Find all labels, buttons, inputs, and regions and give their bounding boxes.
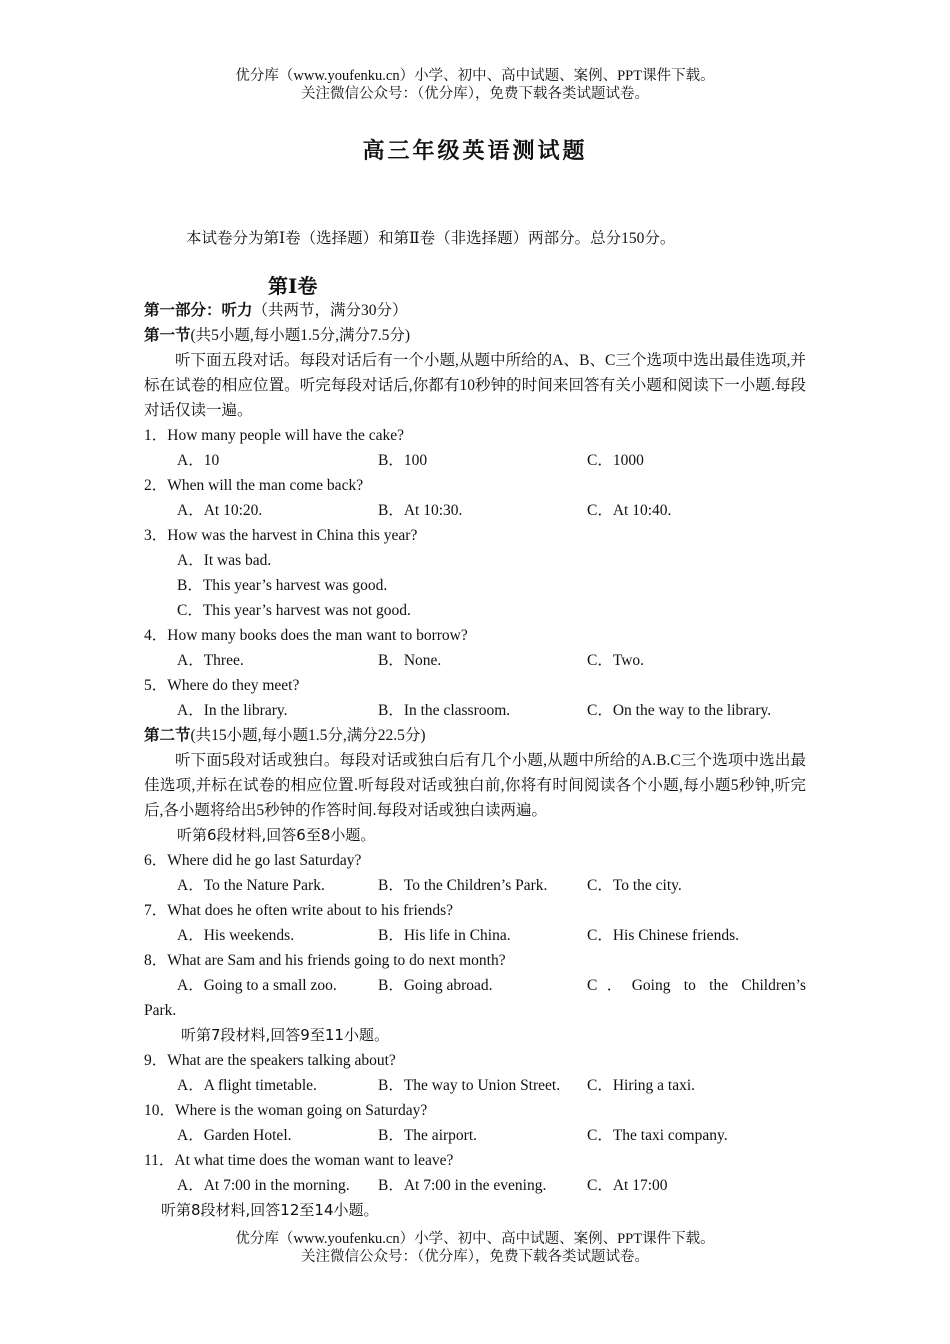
option-c: C．Hiring a taxi. [587, 1077, 696, 1094]
option-c: C．Two. [587, 652, 645, 669]
question-stem: 8．What are Sam and his friends going to do next month? [144, 952, 506, 969]
header-line-2: 关注微信公众号：（优分库），免费下载各类试题试卷。 [301, 86, 649, 102]
option-c: C．1000 [587, 452, 644, 469]
option-b-row [144, 573, 806, 598]
question-options [144, 923, 806, 948]
question-stem: 9．What are the speakers talking about? [144, 1052, 396, 1069]
question-stem: 4．How many books does the man want to borrow? [144, 627, 468, 644]
question-stem: 6．Where did he go last Saturday? [144, 852, 362, 869]
question-options [144, 498, 806, 523]
question-options [144, 1073, 806, 1098]
option-a: A．Garden Hotel. [177, 1127, 292, 1144]
page-footer [0, 1230, 950, 1266]
exam-content [144, 298, 806, 1223]
option-a: A．Three. [177, 652, 244, 669]
option-a-row [144, 548, 806, 573]
section2-heading [144, 723, 806, 748]
question-stem: 3．How was the harvest in China this year? [144, 527, 418, 544]
question-stem: 11．At what time does the woman want to leave? [144, 1152, 454, 1169]
material-8-heading: 听第8段材料,回答12至14小题。 [161, 1201, 379, 1219]
page-header [0, 67, 950, 103]
question-stem: 7．What does he often write about to his friends? [144, 902, 454, 919]
option-b: B．Going abroad. [378, 977, 493, 994]
option-a: A．A flight timetable. [177, 1077, 317, 1094]
option-b: B．The way to Union Street. [378, 1077, 561, 1094]
section1-rest: (共5小题,每小题1.5分,满分7.5分) [190, 327, 411, 344]
question-options [144, 973, 806, 998]
question-options [144, 1173, 806, 1198]
option-c: C．Going to the Children’s [587, 977, 806, 994]
option-c: C．This year’s harvest was not good. [177, 602, 411, 619]
volume-heading: 第Ⅰ卷 [268, 276, 318, 298]
option-c: C．At 17:00 [587, 1177, 668, 1194]
option-a: A．His weekends. [177, 927, 295, 944]
option-a: A．It was bad. [177, 552, 272, 569]
option-a: A．At 7:00 in the morning. [177, 1177, 350, 1194]
option-c: C．The taxi company. [587, 1127, 728, 1144]
option-b: B．To the Children’s Park. [378, 877, 548, 894]
option-b: B．His life in China. [378, 927, 511, 944]
option-c: C．His Chinese friends. [587, 927, 739, 944]
material-7-heading: 听第7段材料,回答9至11小题。 [181, 1026, 389, 1044]
footer-line-2: 关注微信公众号：（优分库），免费下载各类试题试卷。 [301, 1249, 649, 1265]
option-a: A．To the Nature Park. [177, 877, 325, 894]
page-title: 高三年级英语测试题 [362, 138, 588, 164]
question-options [144, 873, 806, 898]
part1-heading [144, 298, 806, 323]
section1-instruction: 听下面五段对话。每段对话后有一个小题,从题中所给的A、B、C三个选项中选出最佳选项,并标在试卷的相应位置。听完每段对话后,你都有10秒钟的时间来回答有关小题和阅读下一小题.每段对话仅读一遍。 [144, 352, 806, 419]
section2-bold: 第二节 [144, 727, 191, 744]
question-stem: 1．How many people will have the cake? [144, 427, 404, 444]
question-stem: 10．Where is the woman going on Saturday? [144, 1102, 428, 1119]
option-a: A．Going to a small zoo. [177, 977, 337, 994]
option-b: B．100 [378, 452, 428, 469]
option-c-continued: Park. [144, 1002, 177, 1019]
option-c: C．On the way to the library. [587, 702, 772, 719]
option-c: C．To the city. [587, 877, 682, 894]
option-b: B．None. [378, 652, 442, 669]
section2-rest: (共15小题,每小题1.5分,满分22.5分) [190, 727, 426, 744]
option-b: B．The airport. [378, 1127, 478, 1144]
question-stem: 5．Where do they meet? [144, 677, 300, 694]
question-options [144, 448, 806, 473]
intro-text: 本试卷分为第Ⅰ卷（选择题）和第Ⅱ卷（非选择题）两部分。总分150分。 [186, 230, 676, 247]
section1-heading [144, 323, 806, 348]
option-b: B．In the classroom. [378, 702, 511, 719]
option-a: A．In the library. [177, 702, 288, 719]
part1-rest: （共两节，满分30分） [252, 302, 408, 319]
question-stem: 2．When will the man come back? [144, 477, 364, 494]
header-line-1: 优分库（www.youfenku.cn）小学、初中、高中试题、案例、PPT课件下载。 [235, 68, 715, 84]
option-b: B．At 10:30. [378, 502, 463, 519]
question-options [144, 648, 806, 673]
option-a: A．At 10:20. [177, 502, 263, 519]
option-a: A．10 [177, 452, 220, 469]
question-options [144, 698, 806, 723]
question-options [144, 1123, 806, 1148]
part1-bold: 第一部分：听力 [144, 302, 253, 319]
option-c: C．At 10:40. [587, 502, 672, 519]
section1-bold: 第一节 [144, 327, 191, 344]
section2-instruction: 听下面5段对话或独白。每段对话或独白后有几个小题,从题中所给的A.B.C三个选项中选出最佳选项,并标在试卷的相应位置.听每段对话或独白前,你将有时间阅读各个小题,每小题5秒钟,听完后,各小题将给出5秒钟的作答时间.每段对话或独白读两遍。 [144, 752, 806, 819]
option-b: B．This year’s harvest was good. [177, 577, 388, 594]
option-b: B．At 7:00 in the evening. [378, 1177, 547, 1194]
material-6-heading: 听第6段材料,回答6至8小题。 [177, 826, 376, 844]
footer-line-1: 优分库（www.youfenku.cn）小学、初中、高中试题、案例、PPT课件下载。 [235, 1231, 715, 1247]
option-c-row [144, 598, 806, 623]
